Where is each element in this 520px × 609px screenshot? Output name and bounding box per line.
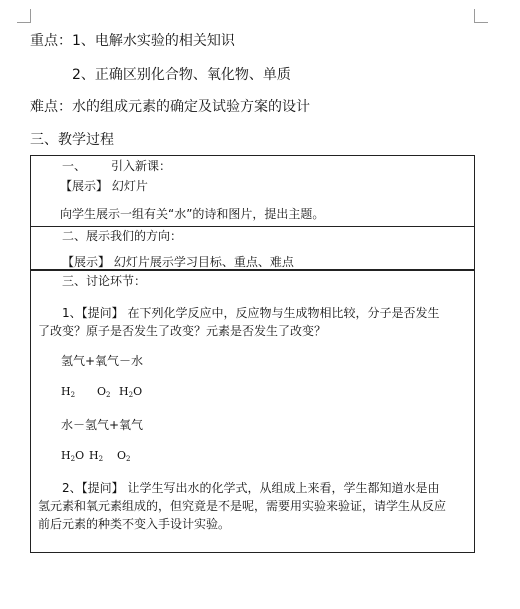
direction-heading: 二、展示我们的方向：: [62, 229, 183, 243]
question-2-line-1: 2、【提问】 让学生写出水的化学式，从组成上来看，学生都知道水是由: [62, 481, 440, 495]
question-2-line-2: 氢元素和氧元素组成的，但究竟是不是呢，需要用实验来验证，请学生从反应: [38, 499, 447, 513]
question-1-line-2: 了改变？原子是否发生了改变？元素是否发生了改变？: [38, 324, 327, 338]
intro-heading-text: 引入新课：: [111, 159, 172, 173]
section-title: 三、教学过程: [30, 132, 114, 148]
reaction-1-formula-h2o: $H_2O$: [119, 385, 143, 399]
reaction-1-words: 氢气+氧气－水: [61, 354, 144, 368]
reaction-2-formula-h2o: $H_2O$: [61, 449, 85, 463]
intro-content: 向学生展示一组有关“水”的诗和图片，提出主题。: [60, 207, 325, 221]
direction-show-label: 【展示】 幻灯片展示学习目标、重点、难点: [62, 255, 294, 269]
intro-heading-number: 一、: [62, 159, 87, 173]
reaction-2-formula-o2: $O_2$: [117, 449, 131, 463]
discussion-heading: 三、讨论环节：: [62, 274, 147, 288]
difficulty-line: 难点：水的组成元素的确定及试验方案的设计: [30, 99, 310, 115]
key-points-line-2: 2、正确区别化合物、氧化物、单质: [72, 67, 291, 83]
reaction-1-formula-h2: $H_2$: [61, 385, 76, 399]
table-row-intro: [31, 156, 474, 227]
teaching-process-table: [30, 155, 475, 553]
intro-show-label: 【展示】 幻灯片: [60, 179, 148, 193]
reaction-2-words: 水－氢气+氧气: [61, 418, 144, 432]
table-row-direction: [31, 226, 474, 271]
question-2-line-3: 前后元素的种类不变入手设计实验。: [38, 517, 231, 531]
page-corner-mark-top-left: [17, 9, 31, 23]
reaction-1-formula-o2: $O_2$: [97, 385, 111, 399]
question-1-line-1: 1、【提问】 在下列化学反应中，反应物与生成物相比较，分子是否发生: [62, 306, 440, 320]
table-row-discussion: [31, 271, 474, 552]
page-corner-mark-top-right: [474, 9, 488, 23]
key-points-line-1: 重点：1、电解水实验的相关知识: [30, 33, 235, 49]
reaction-2-formula-h2: $H_2$: [89, 449, 104, 463]
